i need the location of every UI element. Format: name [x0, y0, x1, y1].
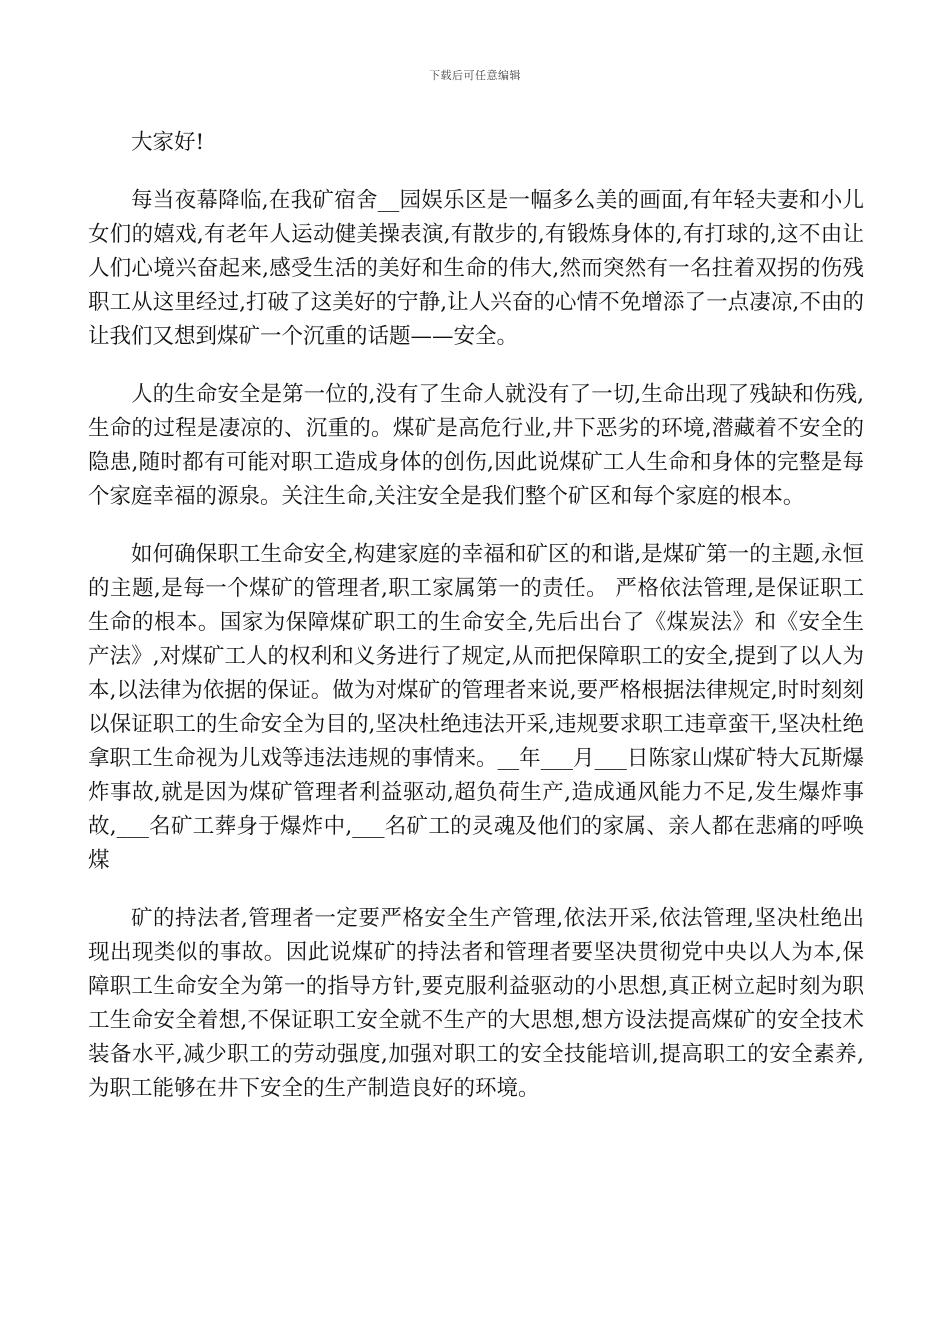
document-body	[88, 126, 864, 1130]
greeting: 大家好!	[131, 130, 205, 155]
paragraph-2: 人的生命安全是第一位的,没有了生命人就没有了一切,生命出现了残缺和伤残,生命的过程是凄凉的、沉重的。煤矿是高危行业,井下恶劣的环境,潜藏着不安全的隐患,随时都有可能对职工造成身体的创伤,因此说煤矿工人生命和身体的完整是每个家庭幸福的源泉。关注生命,关注安全是我们整个矿区和每个家庭的根本。	[88, 382, 864, 509]
paragraph-4: 矿的持法者,管理者一定要严格安全生产管理,依法开采,依法管理,坚决杜绝出现出现类似的事故。因此说煤矿的持法者和管理者要坚决贯彻党中央以人为本,保障职工生命安全为第一的指导方针,要克服利益驱动的小思想,真正树立起时刻为职工生命安全着想,不保证职工安全就不生产的大思想,想方设法提高煤矿的安全技术装备水平,减少职工的劳动强度,加强对职工的安全技能培训,提高职工的安全素养,为职工能够在井下安全的生产制造良好的环境。	[88, 906, 864, 1101]
paragraph-3: 如何确保职工生命安全,构建家庭的幸福和矿区的和谐,是煤矿第一的主题,永恒的主题,是每一个煤矿的管理者,职工家属第一的责任。 严格依法管理,是保证职工生命的根本。国家为保障煤矿职工的生命安全,先后出台了《煤炭法》和《安全生产法》,对煤矿工人的权利和义务进行了规定,从而把保障职工的安全,提到了以人为本,以法律为依据的保证。做为对煤矿的管理者来说,要严格根据法律规定,时时刻刻以保证职工的生命安全为目的,坚决杜绝违法开采,违规要求职工违章蛮干,坚决杜绝拿职工生命视为儿戏等违法违规的事情来。__年___月___日陈家山煤矿特大瓦斯爆炸事故,就是因为煤矿管理者利益驱动,超负荷生产,造成通风能力不足,发生爆炸事故,___名矿工葬身于爆炸中,___名矿工的灵魂及他们的家属、亲人都在悲痛的呼唤煤	[88, 542, 864, 873]
paragraph-1: 每当夜幕降临,在我矿宿舍__园娱乐区是一幅多么美的画面,有年轻夫妻和小儿女们的嬉戏,有老年人运动健美操表演,有散步的,有锻炼身体的,有打球的,这不由让人们心境兴奋起来,感受生活的美好和生命的伟大,然而突然有一名拄着双拐的伤残职工从这里经过,打破了这美好的宁静,让人兴奋的心情不免增添了一点凄凉,不由的让我们又想到煤矿一个沉重的话题——安全。	[88, 188, 864, 349]
header-note: 下载后可任意编辑	[429, 69, 521, 82]
